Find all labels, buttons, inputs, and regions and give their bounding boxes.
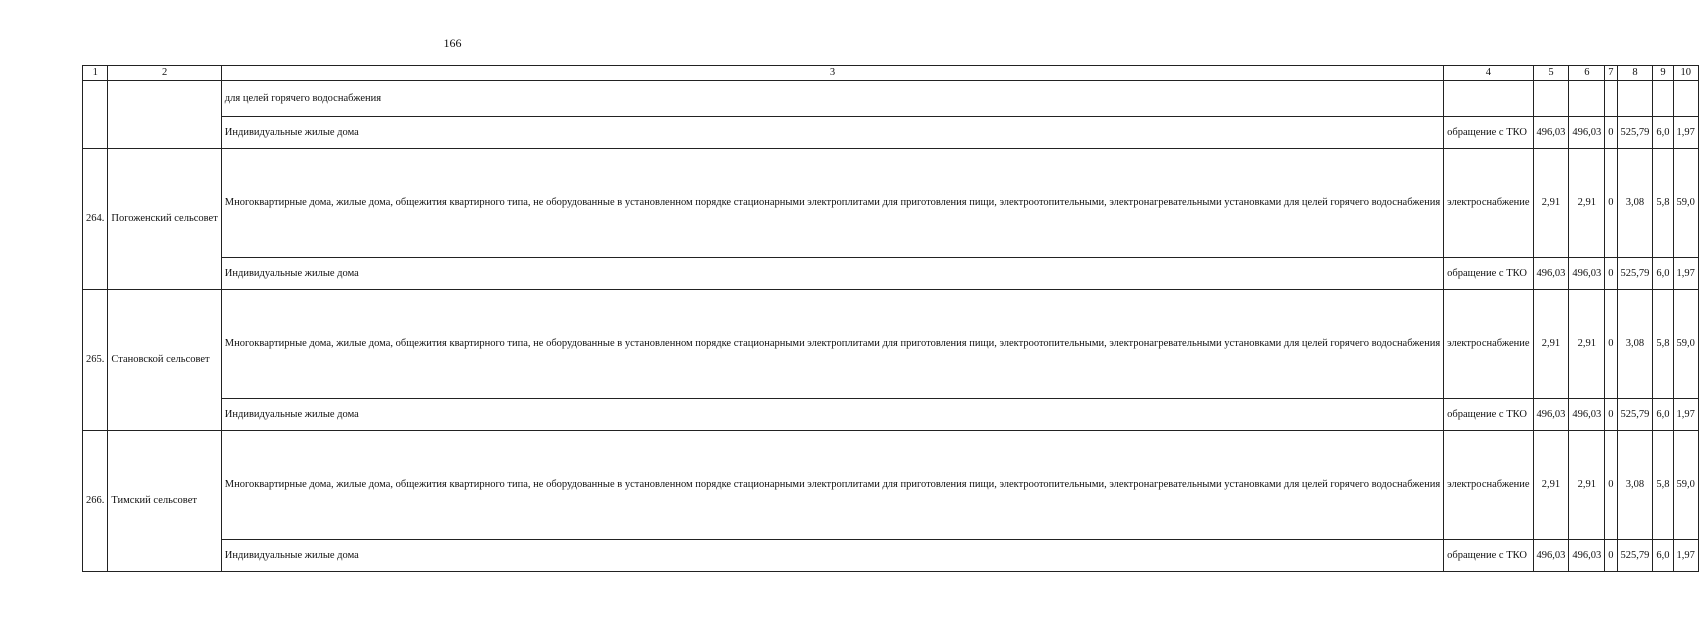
- value-cell: 2,91: [1533, 290, 1569, 399]
- municipality-cell: Становской сельсовет: [108, 290, 221, 431]
- value-cell: 496,03: [1533, 117, 1569, 149]
- table-cell: [108, 81, 221, 149]
- table-cell: [1653, 81, 1673, 117]
- value-cell: 2,91: [1569, 290, 1605, 399]
- table-cell: [1444, 81, 1533, 117]
- value-cell: 496,03: [1569, 399, 1605, 431]
- table-row: [83, 431, 1699, 540]
- table-row: [83, 149, 1699, 258]
- service-cell: электроснабжение: [1444, 149, 1533, 258]
- value-cell: 3,08: [1617, 431, 1653, 540]
- service-cell: электроснабжение: [1444, 431, 1533, 540]
- table-row: [83, 290, 1699, 399]
- table-cell: [1569, 81, 1605, 117]
- description-cell: Многоквартирные дома, жилые дома, общежития квартирного типа, не оборудованные в установленном порядке стационарными электроплитами для приготовления пищи, электроотопительными, электронагревательными установками для целей горячего водоснабжения: [221, 431, 1443, 540]
- table-row: [83, 117, 1699, 149]
- column-header: 4: [1444, 66, 1533, 81]
- value-cell: 6,0: [1653, 399, 1673, 431]
- table-cell: [1605, 81, 1617, 117]
- service-cell: обращение с ТКО: [1444, 117, 1533, 149]
- table-row: [83, 399, 1699, 431]
- description-cell: для целей горячего водоснабжения: [221, 81, 1443, 117]
- value-cell: 0: [1605, 149, 1617, 258]
- service-cell: обращение с ТКО: [1444, 399, 1533, 431]
- table-cell: [1533, 81, 1569, 117]
- value-cell: 496,03: [1569, 258, 1605, 290]
- value-cell: 1,97: [1673, 540, 1698, 572]
- row-index: 266.: [83, 431, 108, 572]
- column-number-row: [83, 66, 1699, 81]
- description-cell: Многоквартирные дома, жилые дома, общежития квартирного типа, не оборудованные в установленном порядке стационарными электроплитами для приготовления пищи, электроотопительными, электронагревательными установками для целей горячего водоснабжения: [221, 149, 1443, 258]
- municipality-cell: Погоженский сельсовет: [108, 149, 221, 290]
- value-cell: 5,8: [1653, 431, 1673, 540]
- value-cell: 496,03: [1533, 540, 1569, 572]
- value-cell: 0: [1605, 431, 1617, 540]
- service-cell: электроснабжение: [1444, 290, 1533, 399]
- value-cell: 59,0: [1673, 149, 1698, 258]
- column-header: 9: [1653, 66, 1673, 81]
- column-header: 8: [1617, 66, 1653, 81]
- value-cell: 2,91: [1533, 431, 1569, 540]
- value-cell: 2,91: [1569, 431, 1605, 540]
- value-cell: 0: [1605, 258, 1617, 290]
- value-cell: 0: [1605, 117, 1617, 149]
- value-cell: 2,91: [1569, 149, 1605, 258]
- page-number: 166: [443, 36, 462, 50]
- value-cell: 0: [1605, 290, 1617, 399]
- value-cell: 496,03: [1533, 399, 1569, 431]
- description-cell: Индивидуальные жилые дома: [221, 399, 1443, 431]
- value-cell: 5,8: [1653, 290, 1673, 399]
- column-header: 3: [221, 66, 1443, 81]
- service-cell: обращение с ТКО: [1444, 258, 1533, 290]
- value-cell: 59,0: [1673, 431, 1698, 540]
- table-cell: [83, 81, 108, 149]
- value-cell: 6,0: [1653, 258, 1673, 290]
- value-cell: 525,79: [1617, 540, 1653, 572]
- value-cell: 59,0: [1673, 290, 1698, 399]
- value-cell: 496,03: [1569, 540, 1605, 572]
- description-cell: Многоквартирные дома, жилые дома, общежития квартирного типа, не оборудованные в установленном порядке стационарными электроплитами для приготовления пищи, электроотопительными, электронагревательными установками для целей горячего водоснабжения: [221, 290, 1443, 399]
- column-header: 5: [1533, 66, 1569, 81]
- value-cell: 6,0: [1653, 540, 1673, 572]
- row-index: 264.: [83, 149, 108, 290]
- value-cell: 496,03: [1533, 258, 1569, 290]
- value-cell: 5,8: [1653, 149, 1673, 258]
- table-cell: [1673, 81, 1698, 117]
- municipality-cell: Тимский сельсовет: [108, 431, 221, 572]
- value-cell: 496,03: [1569, 117, 1605, 149]
- value-cell: 2,91: [1533, 149, 1569, 258]
- description-cell: Индивидуальные жилые дома: [221, 258, 1443, 290]
- table-row: [83, 258, 1699, 290]
- column-header: 6: [1569, 66, 1605, 81]
- column-header: 2: [108, 66, 221, 81]
- value-cell: 525,79: [1617, 117, 1653, 149]
- value-cell: 0: [1605, 399, 1617, 431]
- column-header: 7: [1605, 66, 1617, 81]
- value-cell: 1,97: [1673, 117, 1698, 149]
- service-cell: обращение с ТКО: [1444, 540, 1533, 572]
- value-cell: 525,79: [1617, 399, 1653, 431]
- value-cell: 3,08: [1617, 290, 1653, 399]
- row-index: 265.: [83, 290, 108, 431]
- value-cell: 1,97: [1673, 399, 1698, 431]
- table-row: [83, 540, 1699, 572]
- column-header: 10: [1673, 66, 1698, 81]
- continuation-row: [83, 81, 1699, 117]
- value-cell: 1,97: [1673, 258, 1698, 290]
- column-header: 1: [83, 66, 108, 81]
- description-cell: Индивидуальные жилые дома: [221, 117, 1443, 149]
- value-cell: 0: [1605, 540, 1617, 572]
- value-cell: 3,08: [1617, 149, 1653, 258]
- description-cell: Индивидуальные жилые дома: [221, 540, 1443, 572]
- value-cell: 6,0: [1653, 117, 1673, 149]
- table-cell: [1617, 81, 1653, 117]
- tariff-table: [82, 65, 1699, 572]
- value-cell: 525,79: [1617, 258, 1653, 290]
